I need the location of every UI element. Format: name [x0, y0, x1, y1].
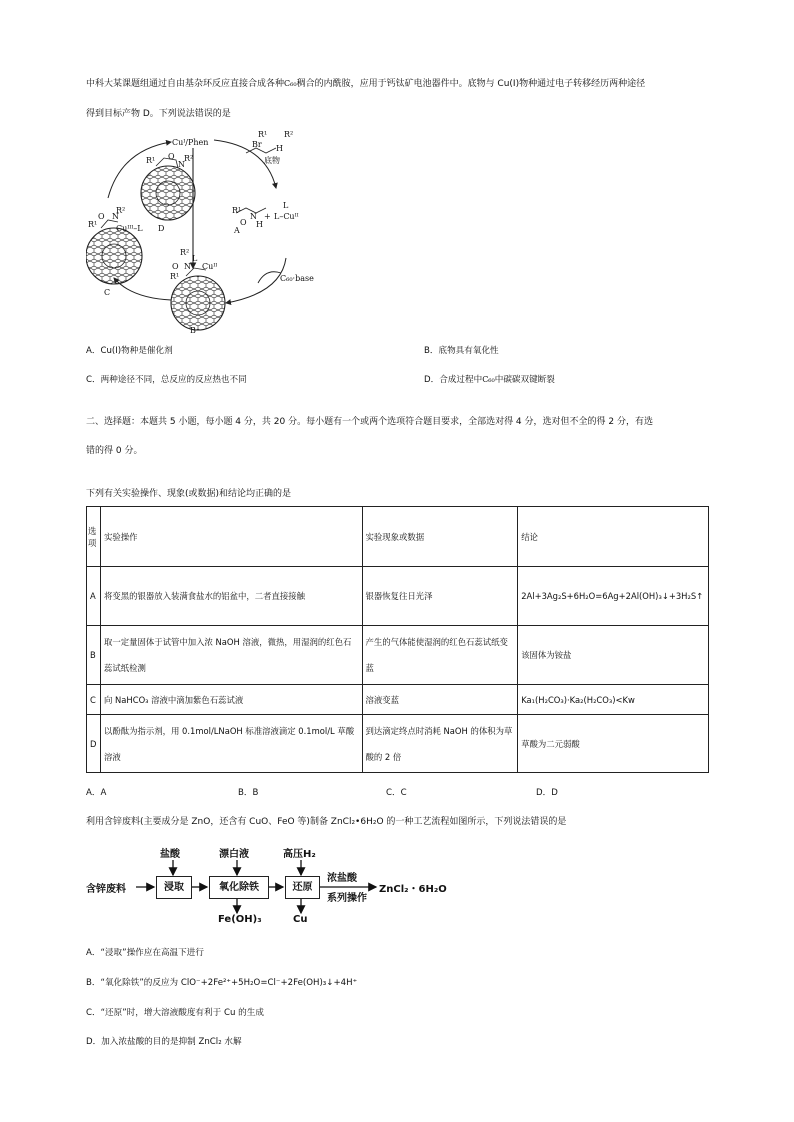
row-conclusion: 2Al+3Ag₂S+6H₂O=6Ag+2Al(OH)₃↓+3H₂S↑: [518, 567, 709, 626]
C-N: N: [112, 212, 119, 221]
row-key: C: [87, 685, 101, 715]
step-leaching-box: 浸取: [156, 876, 192, 899]
substrate-label: 底物: [264, 156, 280, 165]
row-operation: 以酚酞为指示剂，用 0.1mol/LNaOH 标准溶液滴定 0.1mol/L 草酸溶液: [100, 715, 362, 773]
q2-choice-D[interactable]: D．D: [536, 788, 558, 798]
q1-stem-line1: 中科大某课题组通过自由基杂环反应直接合成各种C₆₀稠合的内酰胺，应用于钙钛矿电池器件中。底物与 Cu(Ⅰ)物种通过电子转移经历两种途径: [86, 79, 646, 89]
C-Cu: Cuᴵᴵᴵ–L: [116, 224, 143, 233]
row-phenomenon: 产生的气体能使湿润的红色石蕊试纸变蓝: [362, 626, 518, 685]
base-label: C₆₀·base: [280, 274, 314, 283]
D-R2: R²: [184, 154, 194, 163]
post-conc-hcl: 浓盐酸: [327, 873, 357, 884]
fullerene-C: [86, 228, 142, 284]
reagent-h2: 高压H₂: [283, 849, 316, 860]
L-label: L: [283, 201, 289, 210]
c60-symbol: C₆₀: [284, 79, 297, 88]
plus-sign: +: [264, 212, 271, 221]
label-A: A: [234, 226, 240, 235]
B-L: L: [192, 254, 198, 263]
B-R2: R²: [180, 248, 190, 257]
experiment-table: [86, 506, 709, 773]
row-conclusion: Ka₁(H₂CO₃)·Ka₂(H₂CO₃)<Kw: [518, 685, 709, 715]
substrate-r2: R²: [284, 130, 294, 139]
B-N: N: [184, 262, 191, 271]
q1-stem-line2: 得到目标产物 D。下列说法错误的是: [86, 109, 231, 119]
substrate-br: Br: [252, 140, 262, 149]
header-operation: 实验操作: [100, 507, 362, 567]
q2-choice-A[interactable]: A．A: [86, 788, 107, 798]
step-reduction-box: 还原: [285, 876, 320, 899]
catalyst-label: Cuᴵ/Phen: [172, 138, 209, 147]
A-N: N: [250, 212, 257, 221]
header-option: 选项: [87, 507, 101, 567]
fullerene-D: [141, 166, 195, 220]
table-row: [87, 715, 709, 773]
q3-option-D[interactable]: D．加入浓盐酸的目的是抑制 ZnCl₂ 水解: [86, 1037, 242, 1047]
substrate-h: H: [276, 144, 283, 153]
LCu-label: L–Cuᴵᴵ: [274, 212, 299, 221]
q1-option-B[interactable]: B．底物具有氧化性: [424, 346, 499, 356]
product-label: ZnCl₂・6H₂O: [379, 884, 447, 895]
B-Cu: Cuᴵᴵ: [202, 262, 218, 271]
q3-stem: 利用含锌废料(主要成分是 ZnO，还含有 CuO、FeO 等)制备 ZnCl₂•6H₂O 的一种工艺流程如图所示，下列说法错误的是: [86, 817, 567, 827]
feed-label: 含锌废料: [86, 884, 126, 895]
header-conclusion: 结论: [518, 507, 709, 567]
D-O: O: [168, 152, 175, 161]
label-D: D: [158, 224, 165, 233]
post-series-ops: 系列操作: [327, 893, 367, 904]
table-row: [87, 626, 709, 685]
q1-option-A[interactable]: A．Cu(Ⅰ)物种是催化剂: [86, 346, 173, 356]
row-conclusion: 草酸为二元弱酸: [518, 715, 709, 773]
B-O: O: [172, 262, 179, 271]
byproduct-cu: Cu: [293, 914, 308, 925]
table-row: [87, 567, 709, 626]
B-R1: R¹: [170, 272, 180, 281]
row-phenomenon: 溶液变蓝: [362, 685, 518, 715]
row-phenomenon: 银器恢复往日光泽: [362, 567, 518, 626]
D-N: N: [178, 160, 185, 169]
header-phenomenon: 实验现象或数据: [362, 507, 518, 567]
row-operation: 向 NaHCO₃ 溶液中滴加紫色石蕊试液: [100, 685, 362, 715]
q2-choice-B[interactable]: B．B: [238, 788, 259, 798]
q3-option-A[interactable]: A．“浸取”操作应在高温下进行: [86, 948, 204, 958]
step-oxidation-box: 氧化除铁: [209, 876, 269, 899]
substrate-r1: R¹: [258, 130, 268, 139]
D-R1: R¹: [146, 156, 156, 165]
catalytic-cycle-diagram: [86, 128, 326, 338]
C-R2: R²: [116, 206, 126, 215]
label-C: C: [104, 288, 111, 297]
q1-option-D[interactable]: D．合成过程中C₆₀中碳碳双键断裂: [424, 375, 555, 385]
C-R1: R¹: [88, 220, 98, 229]
table-row: [87, 685, 709, 715]
process-flow-diagram: [86, 842, 466, 932]
C-O: O: [98, 212, 105, 221]
A-O: O: [240, 218, 247, 227]
row-phenomenon: 到达滴定终点时消耗 NaOH 的体积为草酸的 2 倍: [362, 715, 518, 773]
row-key: A: [87, 567, 101, 626]
q1-option-C[interactable]: C．两种途径不同，总反应的反应热也不同: [86, 375, 247, 385]
table-header-row: [87, 507, 709, 567]
A-R1: R¹: [232, 206, 242, 215]
row-conclusion: 该固体为铵盐: [518, 626, 709, 685]
byproduct-feoh3: Fe(OH)₃: [218, 914, 262, 925]
reagent-bleach: 漂白液: [219, 849, 249, 860]
q2-choice-C[interactable]: C．C: [386, 788, 407, 798]
row-operation: 取一定量固体于试管中加入浓 NaOH 溶液，微热，用湿润的红色石蕊试纸检测: [100, 626, 362, 685]
fullerene-B: [171, 276, 225, 330]
row-key: D: [87, 715, 101, 773]
A-H: H: [256, 220, 263, 229]
q2-stem: 下列有关实验操作、现象(或数据)和结论均正确的是: [86, 489, 292, 499]
q3-option-C[interactable]: C．“还原”时，增大溶液酸度有利于 Cu 的生成: [86, 1008, 264, 1018]
row-key: B: [87, 626, 101, 685]
label-B: B: [190, 326, 196, 335]
section2-line2: 错的得 0 分。: [86, 446, 143, 456]
q3-option-B[interactable]: B．“氧化除铁”的反应为 ClO⁻+2Fe²⁺+5H₂O=Cl⁻+2Fe(OH)₃↓+4H⁺: [86, 978, 358, 988]
reagent-hcl: 盐酸: [160, 849, 180, 860]
section2-line1: 二、选择题：本题共 5 小题，每小题 4 分，共 20 分。每小题有一个或两个选项符合题目要求，全部选对得 4 分，选对但不全的得 2 分，有选: [86, 417, 653, 427]
row-operation: 将变黑的银器放入装满食盐水的铝盆中，二者直接接触: [100, 567, 362, 626]
